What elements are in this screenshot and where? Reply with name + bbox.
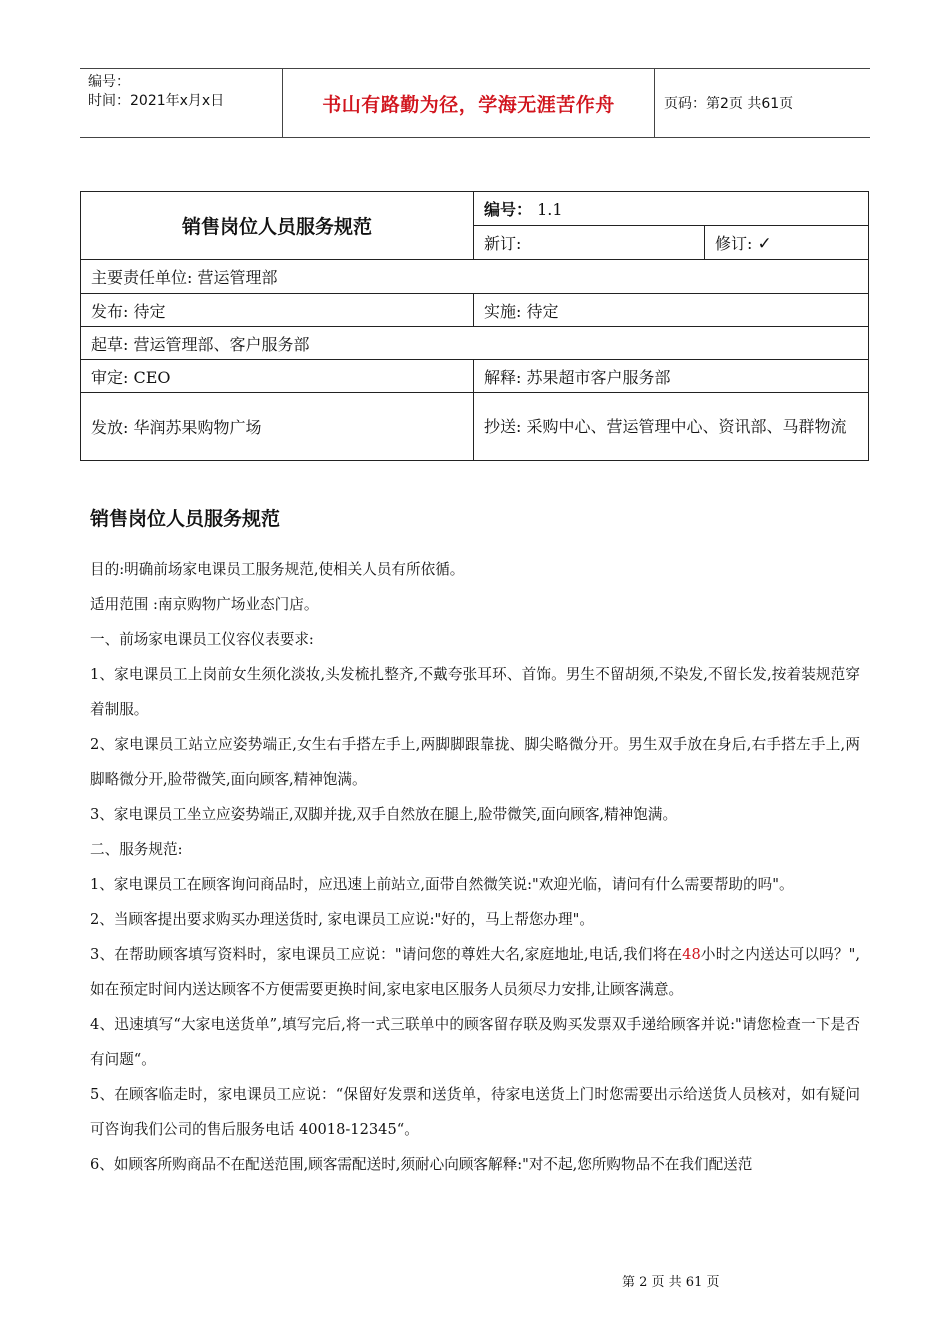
section-title: 销售岗位人员服务规范 [90,508,281,530]
paragraph-service-5: 5、在顾客临走时，家电课员工应说：“保留好发票和送货单，待家电送货上门时您需要出示给送货人员核对，如有疑问可咨询我们公司的售后服务电话 40018-12345“。 [90,1086,860,1138]
revision-cell [705,226,869,260]
responsible-unit: 主要责任单位: 营运管理部 [81,260,869,294]
implement-cell: 实施: 待定 [474,294,869,327]
distribute-cell: 发放: 华润苏果购物广场 [81,393,474,461]
document-title: 销售岗位人员服务规范 [81,192,474,260]
paragraph-scope: 适用范围 :南京购物广场业态门店。 [90,596,319,613]
draft-cell: 起草: 营运管理部、客户服务部 [81,327,869,360]
header-meta [88,73,284,111]
explain-cell: 解释: 苏果超市客户服务部 [474,360,869,393]
document-info-table [80,191,869,461]
document-number-label: 编号： [484,200,533,219]
document-number-value: 1.1 [537,200,563,219]
revision-label: 修订: [715,234,753,253]
page-header [80,68,870,138]
paragraph-appearance-1: 1、家电课员工上岗前女生须化淡妆,头发梳扎整齐,不戴夸张耳环、首饰。男生不留胡须,不染发,不留长发,按着装规范穿着制服。 [90,666,860,718]
page-footer: 第 2 页 共 61 页 [622,1275,720,1290]
publish-cell: 发布: 待定 [81,294,474,327]
paragraph-service-1: 1、家电课员工在顾客询问商品时，应迅速上前站立,面带自然微笑说:"欢迎光临，请问有什么需要帮助的吗"。 [90,876,794,893]
service-3-part-a: 3、在帮助顾客填写资料时，家电课员工应说："请问您的尊姓大名,家庭地址,电话,我们将在 [90,946,683,963]
new-order-cell: 新订: [474,226,705,260]
paragraph-purpose: 目的:明确前场家电课员工服务规范,使相关人员有所依循。 [90,561,465,578]
service-3-part-b: 小时之内送达可以吗？",如在预定时间内送达顾客不方便需要更换时间,家电家电区服务人员须尽力安排,让顾客满意。 [90,946,861,998]
heading-service: 二、服务规范: [90,841,183,858]
checkmark-icon: ✓ [757,234,772,254]
paragraph-appearance-2: 2、家电课员工站立应姿势端正,女生右手搭左手上,两脚脚跟靠拢、脚尖略微分开。男生双手放在身后,右手搭左手上,两脚略微分开,脸带微笑,面向顾客,精神饱满。 [90,736,860,788]
document-body [90,552,860,1182]
delivery-hours: 48 [682,946,701,963]
document-number-cell [474,192,869,226]
header-page-info: 页码：第2页 共61页 [664,96,794,112]
paragraph-appearance-3: 3、家电课员工坐立应姿势端正,双脚并拢,双手自然放在腿上,脸带微笑,面向顾客,精神饱满。 [90,806,678,823]
paragraph-service-3 [90,937,860,1007]
heading-appearance: 一、前场家电课员工仪容仪表要求: [90,631,314,648]
paragraph-service-4: 4、迅速填写“大家电送货单”,填写完后,将一式三联单中的顾客留存联及购买发票双手递给顾客并说:"请您检查一下是否有问题“。 [90,1016,860,1068]
paragraph-service-6: 6、如顾客所购商品不在配送范围,顾客需配送时,须耐心向顾客解释:"对不起,您所购物品不在我们配送范 [90,1156,753,1173]
header-motto: 书山有路勤为径，学海无涯苦作舟 [322,93,615,116]
header-time: 时间：2021年x月x日 [88,93,225,109]
review-cell: 审定: CEO [81,360,474,393]
cc-cell: 抄送: 采购中心、营运管理中心、资讯部、马群物流 [474,393,869,461]
paragraph-service-2: 2、当顾客提出要求购买办理送货时, 家电课员工应说:"好的，马上帮您办理"。 [90,911,594,928]
header-divider [654,69,655,137]
header-number-label: 编号： [88,74,130,90]
